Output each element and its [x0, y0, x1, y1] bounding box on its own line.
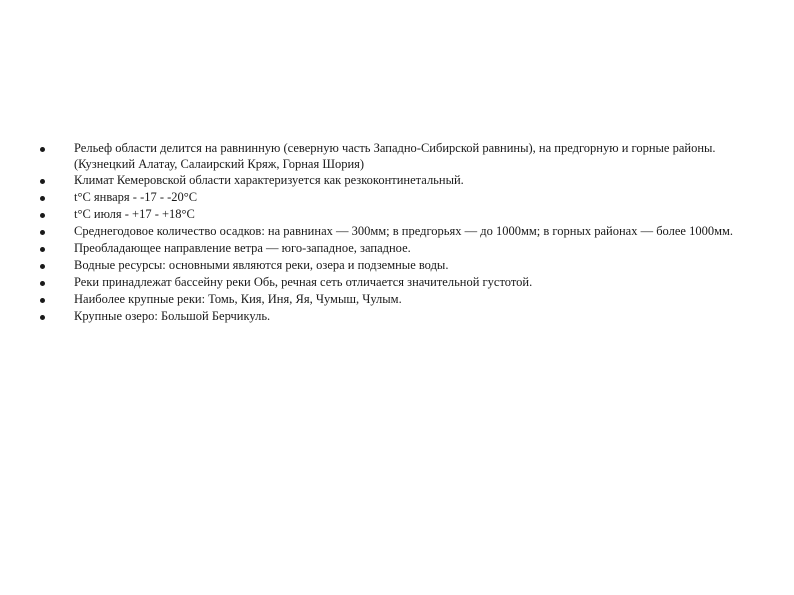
bullet-icon	[40, 247, 45, 252]
list-item	[40, 190, 760, 206]
list-item-text: Среднегодовое количество осадков: на равнинах — 300мм; в предгорьях — до 1000мм; в горных районах — более 1000мм.	[74, 224, 734, 239]
bullet-icon	[40, 281, 45, 286]
bullet-icon	[40, 147, 45, 152]
bullet-icon	[40, 264, 45, 269]
list-item	[40, 241, 760, 257]
bullet-icon	[40, 230, 45, 235]
list-item-text: Рельеф области делится на равнинную (северную часть Западно-Сибирской равнины), на предгорную и горные районы. (Кузнецкий Алатау, Салаирский Кряж, Горная Шория)	[74, 141, 716, 171]
bullet-list	[40, 141, 760, 325]
list-item	[40, 173, 760, 189]
list-item	[40, 207, 760, 223]
list-item-text: Крупные озеро: Большой Берчикуль.	[74, 308, 271, 323]
bullet-icon	[40, 213, 45, 218]
list-item	[40, 275, 760, 291]
bullet-icon	[40, 315, 45, 320]
list-item	[40, 258, 760, 274]
list-item-text: Преобладающее направление ветра — юго-западное, западное.	[74, 240, 411, 255]
bullet-icon	[40, 298, 45, 303]
bullet-icon	[40, 179, 45, 184]
list-item	[40, 224, 760, 240]
bullet-icon	[40, 196, 45, 201]
list-item-text: Водные ресурсы: основными являются реки, озера и подземные воды.	[74, 257, 449, 272]
list-item-text: t°C июля - +17 - +18°C	[74, 207, 195, 222]
list-item-text: t°C января - -17 - -20°C	[74, 190, 198, 205]
list-item	[40, 141, 760, 172]
list-item-text: Наиболее крупные реки: Томь, Кия, Иня, Яя, Чумыш, Чулым.	[74, 291, 402, 306]
list-item	[40, 309, 760, 325]
list-item-text: Климат Кемеровской области характеризуется как резкоконтинетальный.	[74, 173, 464, 188]
list-item	[40, 292, 760, 308]
list-item-text: Реки принадлежат бассейну реки Обь, речная сеть отличается значительной густотой.	[74, 274, 533, 289]
